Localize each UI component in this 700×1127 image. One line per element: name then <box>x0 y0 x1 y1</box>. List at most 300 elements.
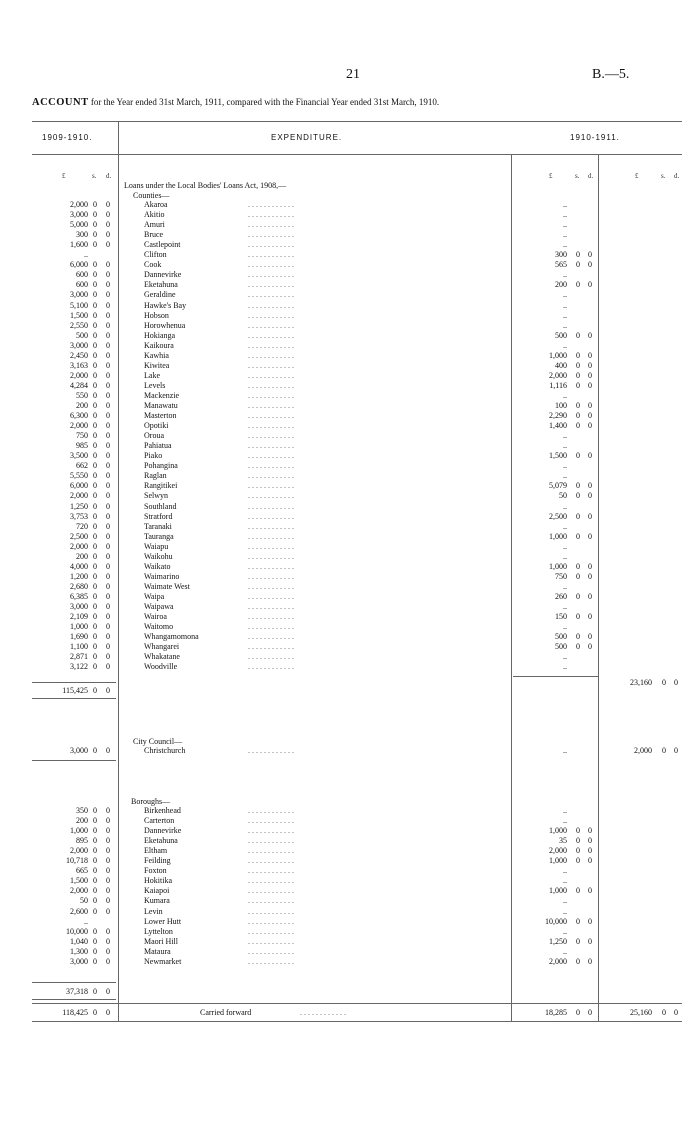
prev-amount: 3,500 <box>70 451 88 461</box>
prev-shillings: 0 <box>93 350 97 360</box>
leader-dots: . . . . . . . . . . . . <box>248 200 294 209</box>
curr-amount: 5,079 <box>549 481 567 491</box>
table-row <box>0 957 700 967</box>
curr-amount: 1,000 <box>549 531 567 541</box>
curr-amount: .. <box>563 210 567 220</box>
prev-pence: 0 <box>106 330 110 340</box>
curr-amount: 10,000 <box>545 916 567 926</box>
prev-shillings: 0 <box>93 521 97 531</box>
leader-dots: . . . . . . . . . . . . <box>248 461 294 471</box>
leader-dots: . . . . . . . . . . . . <box>248 270 294 280</box>
entity-name: Waimarino <box>144 571 180 581</box>
curr-pence: 0 <box>588 280 592 290</box>
section-city: City Council— <box>133 737 183 746</box>
cur-m-pence: d. <box>588 172 594 180</box>
prev-amount: 1,500 <box>70 876 88 886</box>
prev-pence: 0 <box>106 836 110 846</box>
curr-shillings: 0 <box>576 826 580 836</box>
table-row <box>0 401 700 411</box>
prev-amount: 3,122 <box>70 662 88 672</box>
leader-dots: . . . . . . . . . . . . <box>248 310 294 320</box>
leader-dots: . . . . . . . . . . . . <box>248 632 294 642</box>
prev-shillings: 0 <box>93 220 97 230</box>
curr-shillings: 0 <box>576 250 580 260</box>
prev-amount: 200 <box>76 816 88 826</box>
prev-pence: 0 <box>106 481 110 491</box>
prev-amount: 3,000 <box>70 956 88 966</box>
prev-amount: 3,163 <box>70 360 88 370</box>
leader-dots: . . . . . . . . . . . . <box>248 491 294 501</box>
curr-amount: .. <box>563 390 567 400</box>
curr-pence: 0 <box>588 481 592 491</box>
curr-pence: 0 <box>588 491 592 501</box>
entity-name: Mataura <box>144 946 171 956</box>
boroughs-total-prev-d: 0 <box>106 987 110 996</box>
leader-dots: . . . . . . . . . . . . <box>248 501 294 511</box>
table-row <box>0 311 700 321</box>
leader-dots: . . . . . . . . . . . . <box>248 926 294 936</box>
prev-pence: 0 <box>106 896 110 906</box>
leader-dots: . . . . . . . . . . . . <box>248 411 294 421</box>
prev-pence: 0 <box>106 310 110 320</box>
entity-name: Hawke's Bay <box>144 300 187 310</box>
prev-amount: 2,000 <box>70 541 88 551</box>
curr-shillings: 0 <box>576 491 580 501</box>
curr-amount: 150 <box>555 612 567 622</box>
prev-pence: 0 <box>106 612 110 622</box>
curr-pence: 0 <box>588 421 592 431</box>
curr-amount: .. <box>563 866 567 876</box>
curr-shillings: 0 <box>576 612 580 622</box>
leader-dots: . . . . . . . . . . . . <box>248 250 294 260</box>
entity-name: Eltham <box>144 846 168 856</box>
prev-pence: 0 <box>106 280 110 290</box>
entity-name: Castlepoint <box>144 240 181 250</box>
prev-amount: 3,753 <box>70 511 88 521</box>
prev-shillings: 0 <box>93 826 97 836</box>
table-row <box>0 866 700 876</box>
prev-amount: 2,680 <box>70 581 88 591</box>
counties-total-curr-s: 0 <box>662 678 666 687</box>
prev-shillings: 0 <box>93 290 97 300</box>
entity-name: Horowhenua <box>144 320 186 330</box>
curr-amount: .. <box>563 662 567 672</box>
prev-amount: 500 <box>76 330 88 340</box>
prev-shillings: 0 <box>93 642 97 652</box>
curr-amount: 1,000 <box>549 856 567 866</box>
curr-amount: .. <box>563 200 567 209</box>
curr-shillings: 0 <box>576 561 580 571</box>
prev-amount: 2,871 <box>70 652 88 662</box>
prev-shillings: 0 <box>93 561 97 571</box>
leader-dots: . . . . . . . . . . . . <box>248 662 294 672</box>
entity-name: Lower Hutt <box>144 916 182 926</box>
table-row <box>0 260 700 270</box>
table-row <box>0 632 700 642</box>
leader-dots: . . . . . . . . . . . . <box>248 260 294 270</box>
prev-pence: 0 <box>106 956 110 966</box>
table-row <box>0 662 700 672</box>
prev-pence: 0 <box>106 936 110 946</box>
prev-shillings: 0 <box>93 300 97 310</box>
table-row <box>0 502 700 512</box>
prev-shillings: 0 <box>93 421 97 431</box>
curr-shillings: 0 <box>576 411 580 421</box>
total-pence: 0 <box>674 746 678 755</box>
prev-shillings: 0 <box>93 896 97 906</box>
prev-pence: 0 <box>106 591 110 601</box>
cur-l-pounds: £ <box>62 172 66 180</box>
prev-amount: 1,690 <box>70 632 88 642</box>
curr-pence: 0 <box>588 916 592 926</box>
prev-amount: 10,000 <box>66 926 88 936</box>
carried-total-s: 0 <box>662 1008 666 1017</box>
counties-total-underline <box>32 698 116 699</box>
entity-name: Pohangina <box>144 461 178 471</box>
curr-shillings: 0 <box>576 836 580 846</box>
entity-name: Kiwitea <box>144 360 170 370</box>
prev-shillings: 0 <box>93 471 97 481</box>
curr-shillings: 0 <box>576 632 580 642</box>
prev-shillings: 0 <box>93 431 97 441</box>
curr-shillings: 0 <box>576 936 580 946</box>
table-row <box>0 642 700 652</box>
prev-shillings: 0 <box>93 866 97 876</box>
entity-name: Eketahuna <box>144 836 178 846</box>
prev-shillings: 0 <box>93 602 97 611</box>
leader-dots: . . . . . . . . . . . . <box>248 541 294 551</box>
cur-l-shillings: s. <box>92 172 97 180</box>
prev-pence: 0 <box>106 826 110 836</box>
entity-name: Akaroa <box>144 200 168 209</box>
leader-dots: . . . . . . . . . . . . <box>248 886 294 896</box>
curr-amount: 2,000 <box>549 846 567 856</box>
prev-shillings: 0 <box>93 581 97 591</box>
prev-shillings: 0 <box>93 401 97 410</box>
prev-amount: 200 <box>76 401 88 410</box>
prev-amount: 6,000 <box>70 260 88 270</box>
curr-amount: 1,400 <box>549 421 567 431</box>
curr-amount: 300 <box>555 250 567 260</box>
leader-dots: . . . . . . . . . . . . <box>248 612 294 622</box>
prev-shillings: 0 <box>93 491 97 501</box>
prev-pence: 0 <box>106 501 110 511</box>
col-head-1909: 1909-1910. <box>42 133 93 142</box>
entity-name: Foxton <box>144 866 167 876</box>
entity-name: Eketahuna <box>144 280 178 290</box>
prev-amount: 600 <box>76 280 88 290</box>
table-row <box>0 250 700 260</box>
heading-bold: ACCOUNT <box>32 97 89 108</box>
leader-dots: . . . . . . . . . . . . <box>248 431 294 441</box>
leader-dots: . . . . . . . . . . . . <box>248 220 294 230</box>
prev-shillings: 0 <box>93 501 97 511</box>
prev-pence: 0 <box>106 290 110 300</box>
prev-pence: 0 <box>106 300 110 310</box>
curr-amount: .. <box>563 876 567 886</box>
boroughs-total-row <box>0 987 700 997</box>
curr-pence: 0 <box>588 511 592 521</box>
curr-pence: 0 <box>588 846 592 856</box>
table-row <box>0 947 700 957</box>
leader-dots: . . . . . . . . . . . . <box>248 421 294 431</box>
curr-shillings: 0 <box>576 916 580 926</box>
entity-name: Southland <box>144 501 177 511</box>
cur-m-pounds: £ <box>549 172 553 180</box>
prev-pence: 0 <box>106 926 110 936</box>
curr-amount: 500 <box>555 642 567 652</box>
prev-shillings: 0 <box>93 541 97 551</box>
prev-pence: 0 <box>106 461 110 471</box>
prev-amount: 2,000 <box>70 491 88 501</box>
table-row <box>0 522 700 532</box>
prev-pence: 0 <box>106 632 110 642</box>
prev-pence: 0 <box>106 642 110 652</box>
total-amount: 2,000 <box>634 746 652 755</box>
table-row <box>0 907 700 917</box>
table-row <box>0 371 700 381</box>
curr-amount: 500 <box>555 632 567 642</box>
carried-prev-d: 0 <box>106 1008 110 1017</box>
prev-shillings: 0 <box>93 330 97 340</box>
prev-pence: 0 <box>106 816 110 826</box>
leader-dots: . . . . . . . . . . . . <box>248 746 294 755</box>
entity-name: Tauranga <box>144 531 174 541</box>
prev-amount: 1,000 <box>70 622 88 632</box>
table-row <box>0 896 700 906</box>
curr-amount: .. <box>563 806 567 815</box>
prev-pence: 0 <box>106 531 110 541</box>
curr-pence: 0 <box>588 360 592 370</box>
table-row <box>0 532 700 542</box>
carried-dots: . . . . . . . . . . . . <box>300 1008 346 1017</box>
table-row <box>0 562 700 572</box>
curr-pence: 0 <box>588 856 592 866</box>
prev-pence: 0 <box>106 421 110 431</box>
table-row <box>0 876 700 886</box>
table-row <box>0 301 700 311</box>
leader-dots: . . . . . . . . . . . . <box>248 280 294 290</box>
entity-name: Raglan <box>144 471 167 481</box>
table-row <box>0 210 700 220</box>
leader-dots: . . . . . . . . . . . . <box>248 521 294 531</box>
curr-amount: .. <box>563 320 567 330</box>
table-row <box>0 421 700 431</box>
leader-dots: . . . . . . . . . . . . <box>248 380 294 390</box>
entity-name: Rangitikei <box>144 481 178 491</box>
curr-amount: .. <box>563 521 567 531</box>
document-reference: B.—5. <box>592 67 630 82</box>
prev-pence: 0 <box>106 876 110 886</box>
table-row <box>0 431 700 441</box>
curr-amount: 1,000 <box>549 826 567 836</box>
prev-shillings: 0 <box>93 531 97 541</box>
curr-shillings: 0 <box>576 886 580 896</box>
curr-shillings: 0 <box>576 846 580 856</box>
curr-amount: 500 <box>555 330 567 340</box>
table-row <box>0 361 700 371</box>
prev-amount: 3,000 <box>70 210 88 220</box>
table-row <box>0 240 700 250</box>
curr-amount: 1,500 <box>549 451 567 461</box>
cur-r-shillings: s. <box>661 172 666 180</box>
prev-shillings: 0 <box>93 411 97 421</box>
table-row <box>0 411 700 421</box>
prev-shillings: 0 <box>93 451 97 461</box>
table-row <box>0 572 700 582</box>
entity-name: Geraldine <box>144 290 176 300</box>
prev-shillings: 0 <box>93 816 97 826</box>
table-row <box>0 270 700 280</box>
curr-amount: .. <box>563 230 567 240</box>
prev-amount: .. <box>84 916 88 926</box>
counties-total-curr: 23,160 <box>630 678 652 687</box>
prev-amount: 4,000 <box>70 561 88 571</box>
curr-pence: 0 <box>588 632 592 642</box>
prev-pence: 0 <box>106 806 110 815</box>
curr-pence: 0 <box>588 350 592 360</box>
table-row <box>0 816 700 826</box>
prev-amount: 550 <box>76 390 88 400</box>
prev-pence: 0 <box>106 511 110 521</box>
curr-amount: 50 <box>559 491 567 501</box>
prev-pence: 0 <box>106 451 110 461</box>
prev-pence: 0 <box>106 200 110 209</box>
curr-pence: 0 <box>588 451 592 461</box>
boroughs-subtotal-rule <box>32 982 116 983</box>
table-row <box>0 471 700 481</box>
prev-shillings: 0 <box>93 551 97 561</box>
entity-name: Akitio <box>144 210 165 220</box>
curr-amount: .. <box>563 290 567 300</box>
prev-pence: 0 <box>106 260 110 270</box>
prev-pence: 0 <box>106 541 110 551</box>
entity-name: Opotiki <box>144 421 169 431</box>
entity-name: Maori Hill <box>144 936 178 946</box>
curr-amount: .. <box>563 551 567 561</box>
prev-amount: 1,040 <box>70 936 88 946</box>
prev-shillings: 0 <box>93 240 97 250</box>
curr-pence: 0 <box>588 612 592 622</box>
prev-shillings: 0 <box>93 936 97 946</box>
prev-shillings: 0 <box>93 511 97 521</box>
curr-amount: .. <box>563 602 567 611</box>
table-row <box>0 846 700 856</box>
curr-pence: 0 <box>588 836 592 846</box>
curr-amount: .. <box>563 541 567 551</box>
prev-amount: 2,500 <box>70 531 88 541</box>
entity-name: Levin <box>144 906 163 916</box>
prev-amount: 2,000 <box>70 200 88 209</box>
total-shillings: 0 <box>662 746 666 755</box>
table-row <box>0 746 700 756</box>
carried-forward-row <box>0 1008 700 1018</box>
prev-amount: 4,284 <box>70 380 88 390</box>
leader-dots: . . . . . . . . . . . . <box>248 451 294 461</box>
entity-name: Cook <box>144 260 162 270</box>
carried-total: 25,160 <box>630 1008 652 1017</box>
prev-pence: 0 <box>106 622 110 632</box>
entity-name: Whangamomona <box>144 632 199 642</box>
cur-r-pence: d. <box>674 172 680 180</box>
prev-shillings: 0 <box>93 622 97 632</box>
leader-dots: . . . . . . . . . . . . <box>248 876 294 886</box>
leader-dots: . . . . . . . . . . . . <box>248 471 294 481</box>
prev-shillings: 0 <box>93 836 97 846</box>
leader-dots: . . . . . . . . . . . . <box>248 370 294 380</box>
counties-total-current-row <box>0 678 700 688</box>
table-row <box>0 542 700 552</box>
counties-total-prev: 115,425 <box>62 686 88 695</box>
curr-amount: .. <box>563 906 567 916</box>
curr-pence: 0 <box>588 936 592 946</box>
table-row <box>0 290 700 300</box>
curr-amount: .. <box>563 652 567 662</box>
prev-amount: 10,718 <box>66 856 88 866</box>
prev-shillings: 0 <box>93 876 97 886</box>
section-boroughs: Boroughs— <box>131 797 171 806</box>
prev-amount: 895 <box>76 836 88 846</box>
prev-amount: 50 <box>80 896 88 906</box>
prev-amount: 1,300 <box>70 946 88 956</box>
carried-total-d: 0 <box>674 1008 678 1017</box>
prev-shillings: 0 <box>93 746 97 755</box>
curr-amount: .. <box>563 471 567 481</box>
entity-name: Newmarket <box>144 956 182 966</box>
prev-pence: 0 <box>106 866 110 876</box>
leader-dots: . . . . . . . . . . . . <box>248 642 294 652</box>
entity-name: Bruce <box>144 230 164 240</box>
entity-name: Stratford <box>144 511 173 521</box>
table-row <box>0 321 700 331</box>
curr-amount: 1,000 <box>549 561 567 571</box>
prev-pence: 0 <box>106 521 110 531</box>
prev-shillings: 0 <box>93 652 97 662</box>
curr-amount: 260 <box>555 591 567 601</box>
prev-shillings: 0 <box>93 230 97 240</box>
leader-dots: . . . . . . . . . . . . <box>248 581 294 591</box>
leader-dots: . . . . . . . . . . . . <box>248 916 294 926</box>
entity-name: Kumara <box>144 896 170 906</box>
curr-shillings: 0 <box>576 642 580 652</box>
prev-pence: 0 <box>106 441 110 451</box>
curr-amount: .. <box>563 622 567 632</box>
entity-name: Waitomo <box>144 622 174 632</box>
curr-pence: 0 <box>588 380 592 390</box>
entity-name: Waipa <box>144 591 165 601</box>
curr-amount: .. <box>563 946 567 956</box>
prev-shillings: 0 <box>93 390 97 400</box>
table-row <box>0 552 700 562</box>
boroughs-total-underline <box>32 999 116 1000</box>
entity-name: Waikohu <box>144 551 173 561</box>
curr-amount: 2,500 <box>549 511 567 521</box>
table-row <box>0 512 700 522</box>
prev-shillings: 0 <box>93 571 97 581</box>
prev-amount: 3,000 <box>70 290 88 300</box>
prev-pence: 0 <box>106 370 110 380</box>
leader-dots: . . . . . . . . . . . . <box>248 401 294 410</box>
prev-amount: 662 <box>76 461 88 471</box>
curr-pence: 0 <box>588 401 592 410</box>
prev-amount: 720 <box>76 521 88 531</box>
counties-total-prev-s: 0 <box>93 686 97 695</box>
leader-dots: . . . . . . . . . . . . <box>248 340 294 350</box>
curr-pence: 0 <box>588 561 592 571</box>
curr-shillings: 0 <box>576 481 580 491</box>
table-row <box>0 937 700 947</box>
prev-pence: 0 <box>106 411 110 421</box>
